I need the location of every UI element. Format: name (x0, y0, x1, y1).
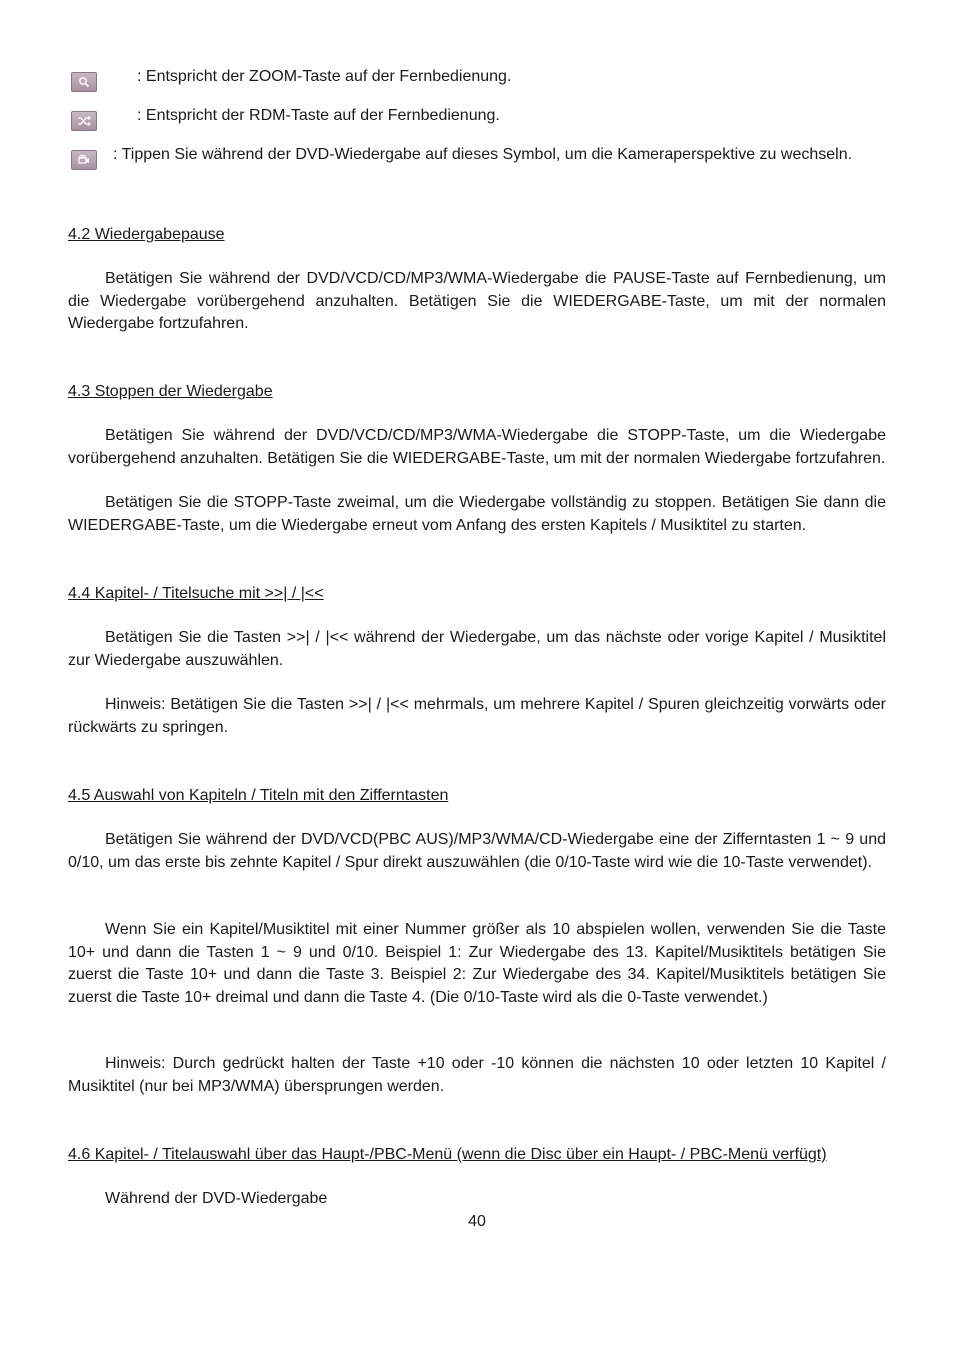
icon-legend-text: : Tippen Sie während der DVD-Wiedergabe auf dieses Symbol, um die Kameraperspektive zu wechseln. (113, 146, 853, 163)
icon-legend-zoom (71, 70, 887, 92)
section-heading-4-4: 4.4 Kapitel- / Titelsuche mit >>| / |<< (68, 585, 324, 602)
section-heading-4-2: 4.2 Wiedergabepause (68, 226, 225, 243)
zoom-icon (71, 72, 97, 92)
icon-legend-text: : Entspricht der RDM-Taste auf der Fernbedienung. (137, 107, 500, 124)
paragraph-text: Betätigen Sie während der DVD/VCD/CD/MP3/WMA-Wiedergabe die PAUSE-Taste auf Fernbedienung, um die Wiedergabe vorübergehend anzuhalten. Betätigen Sie die WIEDERGABE-Taste, um mit der normalen Wiedergabe fortzufahren. (68, 270, 886, 332)
paragraph-text: Betätigen Sie während der DVD/VCD/CD/MP3/WMA-Wiedergabe die STOPP-Taste, um die Wiedergabe vorübergehend anzuhalten. Betätigen Sie die WIEDERGABE-Taste, um mit der normalen Wiedergabe fortzufahren. (68, 427, 886, 467)
section-paragraph (68, 268, 886, 336)
section-paragraph (68, 919, 886, 1009)
section-paragraph (68, 627, 886, 672)
shuffle-icon (71, 111, 97, 131)
paragraph-text: Während der DVD-Wiedergabe (105, 1190, 328, 1207)
icon-legend-camera-angle (71, 147, 887, 191)
section-heading-4-3: 4.3 Stoppen der Wiedergabe (68, 383, 273, 400)
paragraph-text: Hinweis: Durch gedrückt halten der Taste +10 oder -10 können die nächsten 10 oder letzten 10 Kapitel / Musiktitel (nur bei MP3/WMA) übersprungen werden. (68, 1055, 886, 1095)
paragraph-text: Betätigen Sie während der DVD/VCD(PBC AUS)/MP3/WMA/CD-Wiedergabe eine der Zifferntasten 1 ~ 9 und 0/10, um das erste bis zehnte Kapitel / Spur direkt auszuwählen (die 0/10-Taste wird wie die 10-Taste verwendet). (68, 831, 886, 871)
section-paragraph (68, 694, 886, 739)
page-number: 40 (468, 1213, 486, 1230)
paragraph-text: Betätigen Sie die Tasten >>| / |<< während der Wiedergabe, um das nächste oder vorige Kapitel / Musiktitel zur Wiedergabe auszuwählen. (68, 629, 886, 669)
paragraph-text: Wenn Sie ein Kapitel/Musiktitel mit einer Nummer größer als 10 abspielen wollen, verwenden Sie die Taste 10+ und dann die Tasten 1 ~ 9 und 0/10. Beispiel 1: Zur Wiedergabe des 13. Kapitel/Musiktitels betätigen Sie zuerst die Taste 10+ und dann die Taste 3. Beispiel 2: Zur Wiedergabe des 34. Kapitel/Musiktitels betätigen Sie zuerst die Taste 10+ dreimal und dann die Taste 4. (Die 0/10-Taste wird als die 0-Taste verwendet.) (68, 921, 886, 1006)
section-paragraph (68, 1188, 886, 1211)
paragraph-text: Hinweis: Betätigen Sie die Tasten >>| / |<< mehrmals, um mehrere Kapitel / Spuren gleichzeitig vorwärts oder rückwärts zu springen. (68, 696, 886, 736)
section-paragraph (68, 829, 886, 874)
section-heading-4-5: 4.5 Auswahl von Kapiteln / Titeln mit den Zifferntasten (68, 787, 449, 804)
camera-angle-icon (71, 150, 97, 170)
icon-legend-shuffle (71, 109, 887, 131)
section-paragraph (68, 1053, 886, 1098)
section-heading-4-6: 4.6 Kapitel- / Titelauswahl über das Haupt-/PBC-Menü (wenn die Disc über ein Haupt- / PBC-Menü verfügt) (68, 1146, 827, 1163)
section-paragraph (68, 492, 886, 537)
icon-legend-text: : Entspricht der ZOOM-Taste auf der Fernbedienung. (137, 68, 512, 85)
section-paragraph (68, 425, 886, 470)
paragraph-text: Betätigen Sie die STOPP-Taste zweimal, um die Wiedergabe vollständig zu stoppen. Betätigen Sie dann die WIEDERGABE-Taste, um die Wiedergabe erneut vom Anfang des ersten Kapitels / Musiktitel zu starten. (68, 494, 886, 534)
